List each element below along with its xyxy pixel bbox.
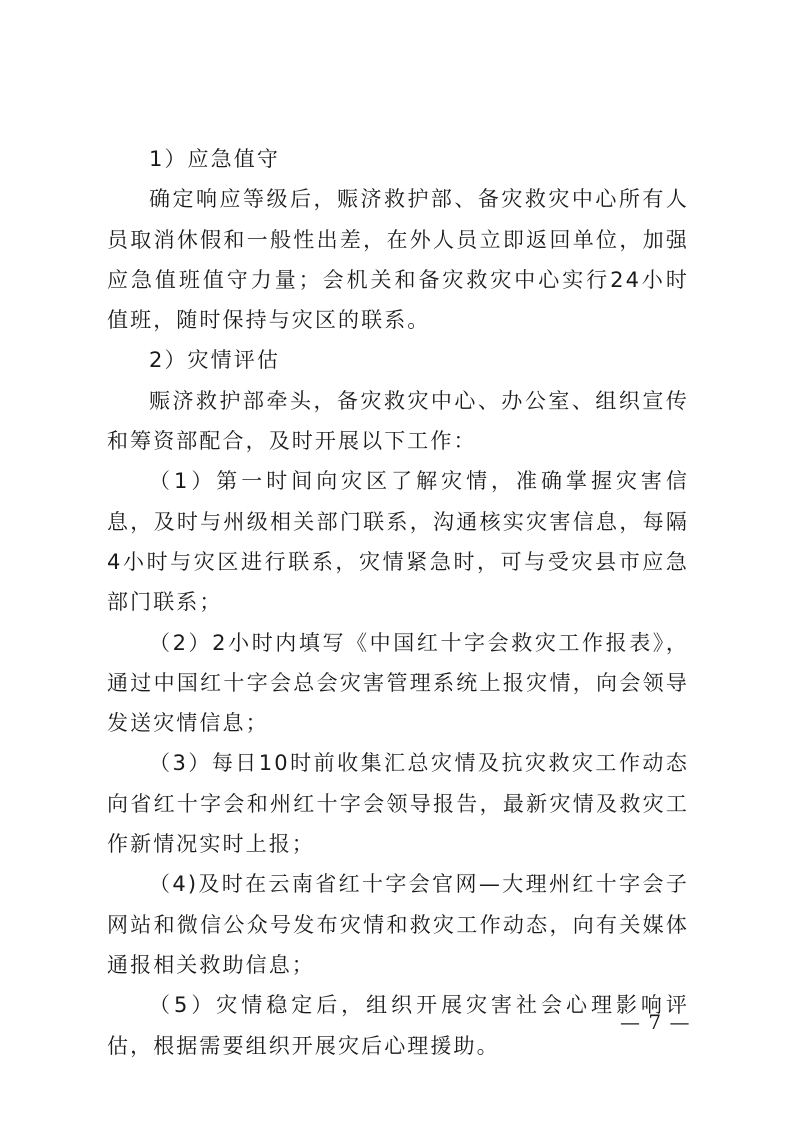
section-heading-emergency-duty: 1）应急值守 [149,147,280,171]
paragraph-duty-details: 确定响应等级后，赈济救护部、备灾救灾中心所有人员取消休假和一般性出差，在外人员立即返回单位，加强应急值班值守力量；会机关和备灾救灾中心实行24小时值班，随时保持与灾区的联系。 [107,187,689,333]
list-item-5: （5）灾情稳定后，组织开展灾害社会心理影响评估，根据需要组织开展灾后心理援助。 [107,993,689,1058]
page-number: — 7 — [620,1010,691,1034]
section-heading-disaster-assessment: 2）灾情评估 [149,348,280,373]
document-body [107,139,689,1066]
list-item-2: （2）2小时内填写《中国红十字会救灾工作报表》，通过中国红十字会总会灾害管理系统上报灾情，向会领导发送灾情信息； [107,630,689,736]
list-item-1: （1）第一时间向灾区了解灾情，准确掌握灾害信息，及时与州级相关部门联系，沟通核实灾害信息，每隔4小时与灾区进行联系，灾情紧急时，可与受灾县市应急部门联系； [107,469,689,615]
list-item-3: （3）每日10时前收集汇总灾情及抗灾救灾工作动态向省红十字会和州红十字会领导报告，最新灾情及救灾工作新情况实时上报； [107,751,689,857]
paragraph-assessment-lead: 赈济救护部牵头，备灾救灾中心、办公室、组织宣传和筹资部配合，及时开展以下工作： [107,388,689,454]
list-item-4: （4)及时在云南省红十字会官网—大理州红十字会子网站和微信公众号发布灾情和救灾工作动态，向有关媒体通报相关救助信息； [107,872,689,977]
